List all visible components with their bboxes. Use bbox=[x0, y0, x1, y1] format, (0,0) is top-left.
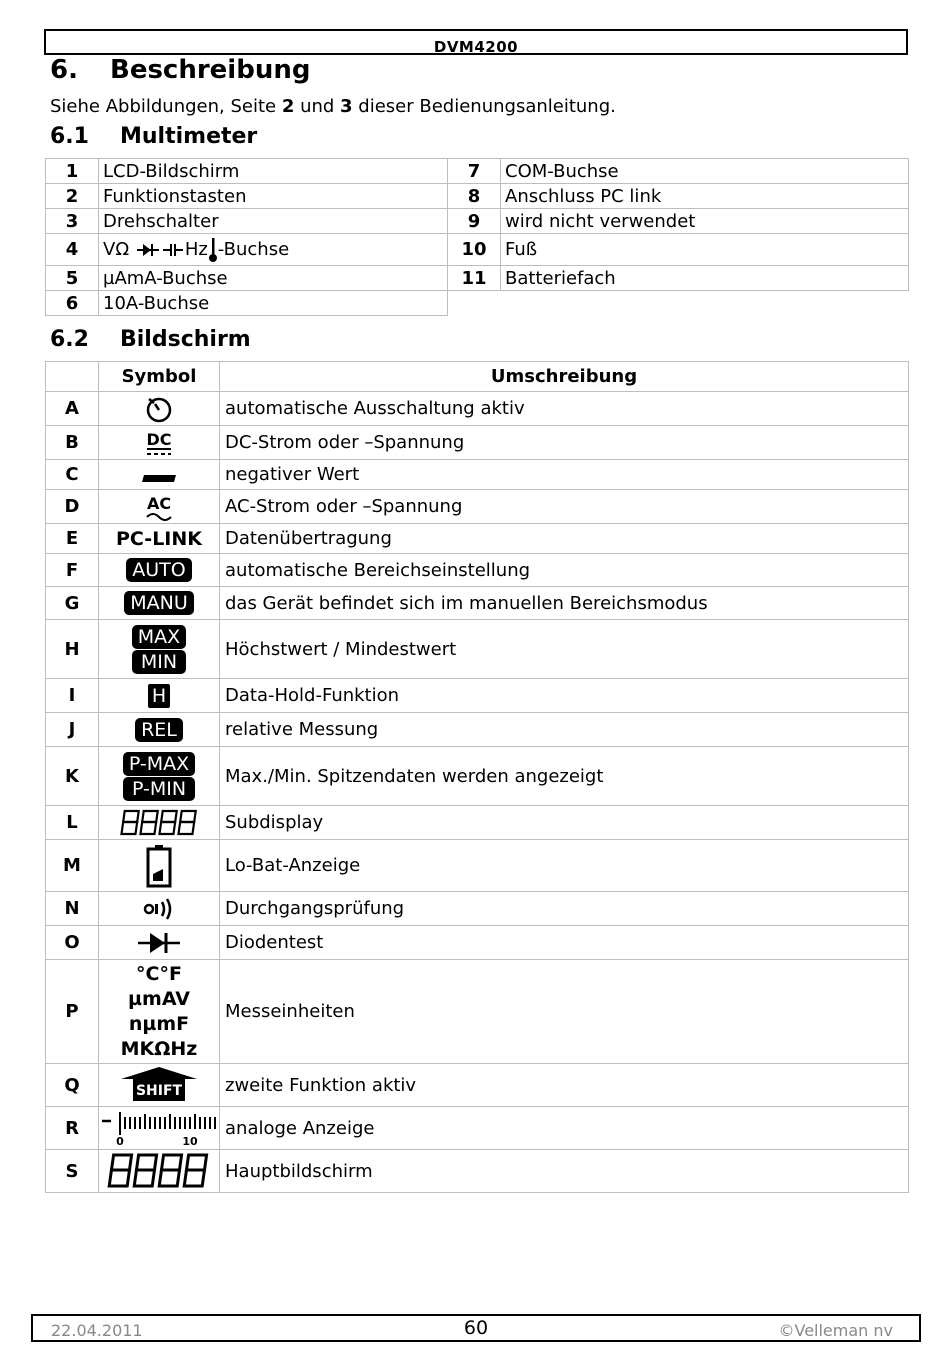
row-letter: L bbox=[46, 806, 99, 840]
description-header: Umschreibung bbox=[220, 362, 909, 392]
table-row bbox=[46, 892, 909, 926]
symbol-header: Symbol bbox=[99, 362, 220, 392]
multimeter-number: 6.1 bbox=[50, 124, 89, 149]
item-number: 6 bbox=[46, 291, 99, 316]
letter-header bbox=[46, 362, 99, 392]
section-title: Beschreibung bbox=[110, 55, 311, 85]
table-row bbox=[46, 806, 909, 840]
row-letter: F bbox=[46, 554, 99, 587]
footer-copyright: ©Velleman nv bbox=[778, 1321, 893, 1340]
shift-icon bbox=[121, 1067, 197, 1103]
row-description: automatische Bereichseinstellung bbox=[220, 554, 909, 587]
scale-min-label: 0 bbox=[116, 1135, 124, 1147]
analog-bar-icon bbox=[100, 1109, 218, 1147]
row-letter: D bbox=[46, 490, 99, 524]
battery-icon bbox=[145, 844, 173, 888]
symbol-cell bbox=[99, 747, 220, 806]
svg-text:AC: AC bbox=[146, 493, 172, 513]
item-number: 7 bbox=[448, 159, 501, 184]
row-description: Durchgangsprüfung bbox=[220, 892, 909, 926]
table-row bbox=[46, 679, 909, 713]
row-description: Subdisplay bbox=[220, 806, 909, 840]
symbol-cell bbox=[99, 840, 220, 892]
table-row bbox=[46, 234, 909, 266]
row-letter: R bbox=[46, 1107, 99, 1150]
row-description: Max./Min. Spitzendaten werden angezeigt bbox=[220, 747, 909, 806]
section-number: 6. bbox=[50, 55, 78, 85]
table-row bbox=[46, 159, 909, 184]
row-letter: A bbox=[46, 392, 99, 426]
row-letter: E bbox=[46, 524, 99, 554]
table-row bbox=[46, 291, 909, 316]
row-description: zweite Funktion aktiv bbox=[220, 1064, 909, 1107]
symbol-cell bbox=[99, 806, 220, 840]
row-description: automatische Ausschaltung aktiv bbox=[220, 392, 909, 426]
auto-badge: AUTO bbox=[126, 558, 191, 582]
unit-line: µmAV bbox=[128, 987, 190, 1010]
hz-text: Hz bbox=[184, 238, 208, 260]
min-badge: MIN bbox=[132, 650, 186, 674]
item-label: Funktionstasten bbox=[99, 184, 448, 209]
symbol-cell bbox=[99, 1107, 220, 1150]
auto-power-off-icon bbox=[144, 395, 174, 423]
row-description: relative Messung bbox=[220, 713, 909, 747]
row-letter: G bbox=[46, 587, 99, 620]
section-heading bbox=[50, 55, 310, 85]
row-description: Höchstwert / Mindestwert bbox=[220, 620, 909, 679]
table-row bbox=[46, 490, 909, 524]
symbol-cell bbox=[99, 1150, 220, 1193]
table-row bbox=[46, 392, 909, 426]
table-row bbox=[46, 554, 909, 587]
table-row bbox=[46, 747, 909, 806]
seven-segment-large-icon bbox=[105, 1152, 213, 1190]
scale-max-label: 10 bbox=[182, 1135, 198, 1147]
symbol-cell bbox=[99, 926, 220, 960]
symbol-cell bbox=[99, 1064, 220, 1107]
empty-cell bbox=[448, 291, 909, 316]
display-number: 6.2 bbox=[50, 327, 89, 352]
table-row bbox=[46, 184, 909, 209]
item-number: 9 bbox=[448, 209, 501, 234]
item-number: 3 bbox=[46, 209, 99, 234]
item-number: 1 bbox=[46, 159, 99, 184]
jack-suffix: -Buchse bbox=[217, 238, 290, 260]
intro-text bbox=[50, 96, 616, 117]
multimeter-title: Multimeter bbox=[120, 124, 258, 149]
symbol-cell bbox=[99, 392, 220, 426]
unit-line: MKΩHz bbox=[120, 1037, 198, 1060]
dc-icon bbox=[144, 428, 174, 458]
symbol-cell bbox=[99, 620, 220, 679]
rel-badge: REL bbox=[135, 718, 183, 742]
footer-date: 22.04.2011 bbox=[51, 1321, 143, 1340]
item-label: LCD-Bildschirm bbox=[99, 159, 448, 184]
p-min-badge: P-MIN bbox=[123, 777, 195, 801]
unit-line: nµmF bbox=[128, 1012, 190, 1035]
row-description: analoge Anzeige bbox=[220, 1107, 909, 1150]
multimeter-table bbox=[45, 158, 909, 316]
table-row bbox=[46, 587, 909, 620]
shift-label: SHIFT bbox=[133, 1079, 185, 1101]
table-row bbox=[46, 209, 909, 234]
header-box bbox=[44, 29, 908, 55]
table-row bbox=[46, 426, 909, 460]
table-row bbox=[46, 1064, 909, 1107]
diode-icon bbox=[137, 243, 159, 257]
display-title: Bildschirm bbox=[120, 327, 251, 352]
row-letter: N bbox=[46, 892, 99, 926]
table-header-row bbox=[46, 362, 909, 392]
item-number: 4 bbox=[46, 234, 99, 266]
ac-icon bbox=[144, 492, 174, 522]
item-label: 10A-Buchse bbox=[99, 291, 448, 316]
symbol-cell bbox=[99, 460, 220, 490]
display-table bbox=[45, 361, 909, 1193]
row-letter: O bbox=[46, 926, 99, 960]
row-description: Diodentest bbox=[220, 926, 909, 960]
display-heading bbox=[50, 327, 251, 352]
table-row bbox=[46, 960, 909, 1064]
intro-page1: 2 bbox=[281, 96, 295, 117]
p-max-badge: P-MAX bbox=[123, 752, 195, 776]
multimeter-heading bbox=[50, 124, 257, 149]
minus-bar-icon bbox=[141, 465, 177, 485]
item-number: 2 bbox=[46, 184, 99, 209]
symbol-cell bbox=[99, 554, 220, 587]
table-row bbox=[46, 620, 909, 679]
row-description: Lo-Bat-Anzeige bbox=[220, 840, 909, 892]
symbol-cell bbox=[99, 679, 220, 713]
symbol-cell bbox=[99, 587, 220, 620]
item-label: Anschluss PC link bbox=[501, 184, 909, 209]
table-row bbox=[46, 1107, 909, 1150]
item-number: 8 bbox=[448, 184, 501, 209]
table-row bbox=[46, 1150, 909, 1193]
footer bbox=[31, 1314, 921, 1342]
manu-badge: MANU bbox=[124, 591, 194, 615]
symbol-cell bbox=[99, 426, 220, 460]
table-row bbox=[46, 460, 909, 490]
item-label: wird nicht verwendet bbox=[501, 209, 909, 234]
table-row bbox=[46, 266, 909, 291]
row-description: negativer Wert bbox=[220, 460, 909, 490]
diode-icon bbox=[138, 931, 180, 955]
item-label bbox=[99, 234, 448, 266]
symbol-cell bbox=[99, 960, 220, 1064]
intro-after: dieser Bedienungsanleitung. bbox=[352, 96, 616, 117]
symbol-cell bbox=[99, 490, 220, 524]
row-letter: Q bbox=[46, 1064, 99, 1107]
row-letter: P bbox=[46, 960, 99, 1064]
vohm-text: VΩ bbox=[103, 238, 130, 260]
unit-line: °C°F bbox=[136, 962, 182, 985]
shift-arrow-head bbox=[121, 1067, 197, 1079]
page-number: 60 bbox=[463, 1317, 489, 1339]
table-row bbox=[46, 840, 909, 892]
item-label: Drehschalter bbox=[99, 209, 448, 234]
svg-text:DC: DC bbox=[146, 429, 172, 449]
capacitor-icon bbox=[163, 243, 183, 257]
row-description: Messeinheiten bbox=[220, 960, 909, 1064]
symbol-cell bbox=[99, 892, 220, 926]
row-letter: H bbox=[46, 620, 99, 679]
table-row bbox=[46, 926, 909, 960]
row-letter: S bbox=[46, 1150, 99, 1193]
model-name: DVM4200 bbox=[433, 38, 519, 56]
row-letter: J bbox=[46, 713, 99, 747]
row-letter: K bbox=[46, 747, 99, 806]
item-label: COM-Buchse bbox=[501, 159, 909, 184]
item-number: 11 bbox=[448, 266, 501, 291]
max-badge: MAX bbox=[132, 625, 186, 649]
item-number: 5 bbox=[46, 266, 99, 291]
row-letter: C bbox=[46, 460, 99, 490]
row-description: DC-Strom oder –Spannung bbox=[220, 426, 909, 460]
intro-before: Siehe Abbildungen, Seite bbox=[50, 96, 282, 117]
pc-link-symbol: PC-LINK bbox=[99, 524, 220, 554]
intro-mid: und bbox=[294, 96, 341, 117]
continuity-icon bbox=[142, 896, 176, 922]
row-description: Hauptbildschirm bbox=[220, 1150, 909, 1193]
item-number: 10 bbox=[448, 234, 501, 266]
thermometer-icon bbox=[208, 237, 218, 263]
seven-segment-small-icon bbox=[119, 809, 199, 837]
hold-badge: H bbox=[148, 684, 170, 708]
row-letter: B bbox=[46, 426, 99, 460]
row-description: das Gerät befindet sich im manuellen Bereichsmodus bbox=[220, 587, 909, 620]
row-description: Datenübertragung bbox=[220, 524, 909, 554]
row-description: Data-Hold-Funktion bbox=[220, 679, 909, 713]
intro-page2: 3 bbox=[340, 96, 353, 117]
row-letter: I bbox=[46, 679, 99, 713]
item-label: Fuß bbox=[501, 234, 909, 266]
item-label: µAmA-Buchse bbox=[99, 266, 448, 291]
table-row bbox=[46, 524, 909, 554]
row-description: AC-Strom oder –Spannung bbox=[220, 490, 909, 524]
item-label: Batteriefach bbox=[501, 266, 909, 291]
row-letter: M bbox=[46, 840, 99, 892]
symbol-cell bbox=[99, 713, 220, 747]
table-row bbox=[46, 713, 909, 747]
